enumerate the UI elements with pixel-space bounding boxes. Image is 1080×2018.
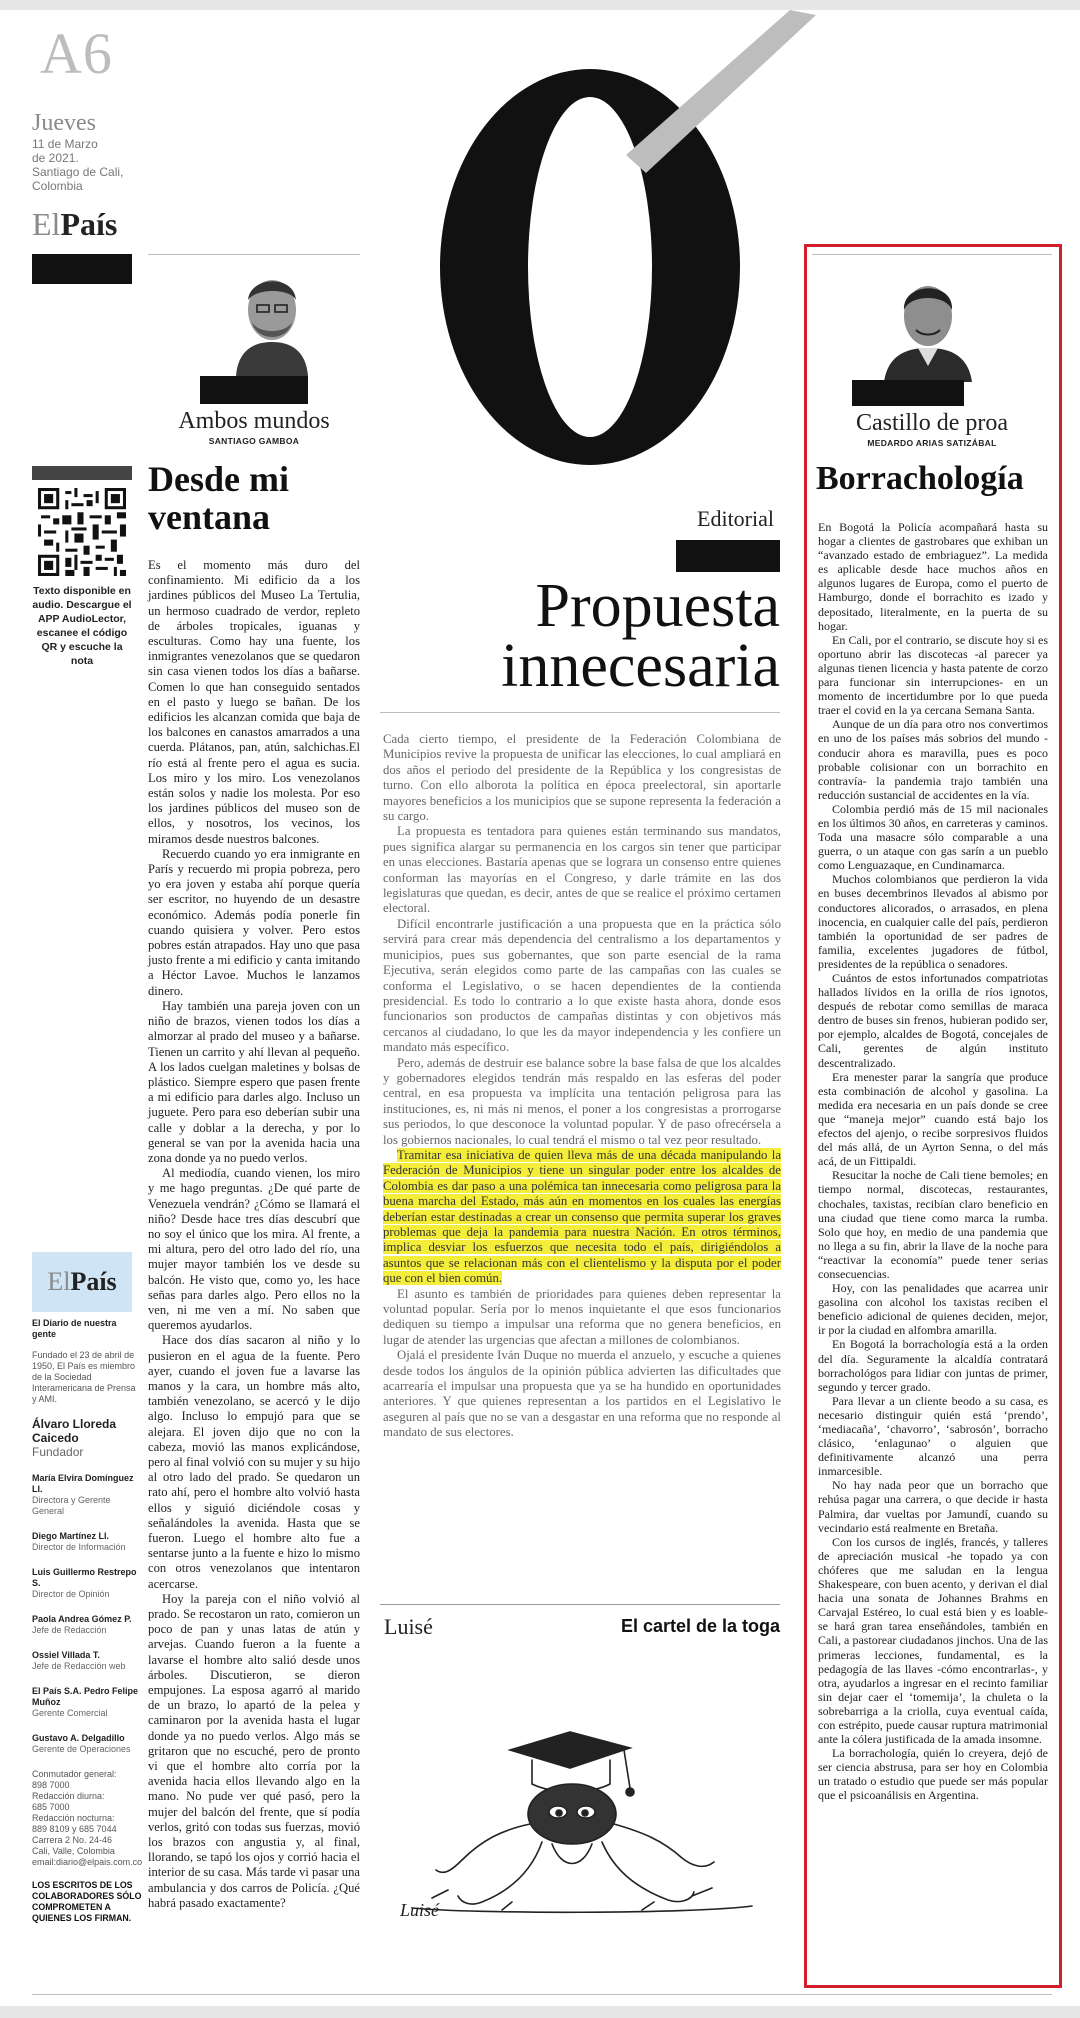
masthead-person: Luis Guillermo Restrepo S. Director de Opinión [32, 1567, 137, 1599]
column-name: Ambos mundos [178, 408, 330, 434]
masthead-person: María Elvira Domínguez Ll. Directora y Gerente General [32, 1473, 134, 1516]
masthead-tagline: El Diario de nuestra gente [32, 1318, 117, 1339]
masthead-disclaimer: LOS ESCRITOS DE LOS COLABORADORES SÓLO COMPROMETEN A QUIENES LOS FIRMAN. [32, 1880, 142, 1923]
qr-section-bar [32, 466, 132, 480]
qr-audio-note: Texto disponible en audio. Descargue el APP AudioLector, escanee el código QR y escuche la nota [32, 585, 132, 667]
right-column-name: Castillo de proa [856, 410, 1008, 436]
masthead-credits [32, 1318, 142, 1924]
el-pais-logo: ElPaís [32, 206, 118, 242]
cartoon-drawing [392, 1720, 770, 1920]
cartoonist-name: Luisé [384, 1614, 433, 1639]
masthead-founded: Fundado el 23 de abril de 1950, El País es miembro de la Sociedad Interamericana de Prensa y AMI. [32, 1350, 136, 1404]
right-column-author: MEDARDO ARIAS SATIZÁBAL [867, 438, 997, 448]
date-line: 11 de Marzo de 2021. Santiago de Cali, Colombia [32, 137, 124, 193]
bottom-bar [0, 2006, 1080, 2018]
editorial-black-bar [676, 540, 780, 572]
left-article-body: Es el momento más duro del confinamiento. Mi edificio da a los jardines públicos del Museo La Tertulia, un hermoso cuadrado de verdor, repleto de árboles tropicales, iguanas y esculturas. Como hay una fuente, los inmigrantes venezolanos que se quedaron sin casa vienen todos los días a bañarse. Comen lo que han conseguido sentados en el pasto y luego se bañan. De los edificios les alcanzan comida que baja de los balcones en canastos amarrados a una cuerda. Plátanos, pan, atún, salchichas.El río está al frente pero el agua es sucia. Los miro y los miro. Los venezolanos están solos y nadie los molesta. Por eso los jardines públicos del museo son de ellos, y nosotros, los vecinos, los miramos desde nuestros balcones. Recuerdo cuando yo era inmigrante en París y recuerdo mi propia pobreza, pero yo era joven y estaba ahí porque quería ser escritor, no huyendo de un desastre económico. Además podía ponerle fin cuando quisiera y volver. Pero estos pobres están atrapados. Hay uno que pasa justo frente a mi edificio y canta imitando a Héctor Lavoe. Muchos le lanzamos dinero. Hay también una pareja joven con un niño de brazos, vienen todos los días a almorzar al prado del museo y a bañarse. Tienen un carrito y ahí llevan al pequeño. A los lados cuelgan maletines y bolsas de plástico. Siempre espero que pasen frente a mi edificio para darles algo. Incluso un juguete. Pero para eso deberían subir una calle y doblar a la derecha, y por lo general se van por la avenida hacia una zona donde ya no puedo verlos. Al mediodía, cuando vienen, los miro y me hago preguntas. ¿De qué parte de Venezuela vendrán? ¿Cómo se llamará el niño? Desde hace tres días descubrí que no soy el único que los mira. Al frente, a mi altura, pero del otro lado del río, una mujer mayor también los ve desde su balcón. He visto que, como yo, les hace señas para darles algo. Pero ellos no la ven, ni me ven a mí. No saben que queremos ayudarlos. Hace dos días sacaron al niño y lo pusieron en el agua de la fuente. Pero ayer, cuando el joven fue a lavarse las manos y la cara, un hombre más alto, también venezolano, se acercó y le dijo algo. Incluso lo empujó para que se alejara. El joven dijo que no con la cabeza, movió las manos explicándose, pero al final volvió con su mujer y su hijo al otro lado del prado. Se quedaron un rato ahí, pero el hombre alto volvió hasta ellos y siguió diciéndole cosas y señalándoles la avenida. Hasta que se fueron. Luego el hombre alto fue a sentarse junto a la fuente e hizo lo mismo con otros venezolanos que intentaron acercarse. Hoy la pareja con el niño volvió al prado. Se recostaron un rato, comieron un poco de pan y unas latas de atún y arvejas. Cuando fueron a la fuente a lavarse el hombre alto salió desde unos árboles. Discutieron, se dieron empujones. La esposa agarró al marido de un brazo, lo apartó de la pelea y caminaron por la avenida hasta el lugar donde ya no puedo verlos. Algo más se gritaron que no escuché, pero de pronto vi que el hombre alto corría por la avenida hacia ellos llevando algo en la mano. No pude ver qué pasó, pero la mujer del balcón del frente, que sí podía verlos, gritó con todas sus fuerzas, movió los brazos con angustia y, al final, llorando, se tapó los ojos y corrió hacia el interior de su casa. Más tarde vi pasar una ambulancia y dos carros de Policía. ¿Qué habrá pasado exactamente? [148, 558, 360, 1910]
right-headline: Borrachología [816, 460, 1024, 497]
cartoon-title: El cartel de la toga [620, 1616, 780, 1636]
selected-article-outline [804, 244, 1062, 1988]
masthead-logo-box: El País [32, 1252, 132, 1312]
author-photo-gamboa [226, 258, 318, 376]
day-name: Jueves [32, 110, 96, 136]
masthead-person: El País S.A. Pedro Felipe Muñoz Gerente Comercial [32, 1686, 139, 1718]
editorial-rule [380, 712, 780, 713]
masthead-contact: Conmutador general: 898 7000 Redacción diurna: 685 7000 Redacción nocturna: 889 8109 y 685 7044 Carrera 2 No. 24-46 Cali, Valle, Colombia email:diario@elpais.com.co [32, 1769, 143, 1867]
masthead-person: Paola Andrea Gómez P. Jefe de Redacción [32, 1614, 132, 1635]
masthead-person: Álvaro Lloreda Caicedo Fundador [32, 1417, 117, 1459]
masthead-person: Diego Martínez Ll. Director de Información [32, 1531, 126, 1552]
editorial-headline: Propuesta innecesaria [501, 572, 780, 700]
column-rule [148, 254, 360, 255]
page-number: A6 [40, 21, 113, 86]
masthead-person: Ossiel Villada T. Jefe de Redacción web [32, 1650, 126, 1671]
opinion-big-o-graphic [400, 5, 820, 475]
highlighted-paragraph[interactable]: Tramitar esa iniciativa de quien lleva más de una década manipulando la Federación de Municipios y tiene un singular poder entre los alcaldes de Colombia es dar paso a una polémica tan innecesaria como peligrosa para la buena marcha del Estado, más aún en momentos en los cuales las energías deberían estar destinadas a crear un consenso que permita superar los graves problemas que deja la pandemia para nuestra Nación. En otros términos, implica desviar los esfuerzos que necesita todo el país, dirigiéndolos a asuntos que se relacionan más con el clientelismo y la disputa por el poder que con el bien común. [383, 1147, 781, 1286]
bottom-rule [32, 1994, 1052, 1995]
masthead-person: Gustavo A. Delgadillo Gerente de Operaciones [32, 1733, 131, 1754]
left-column-black-bar [200, 376, 308, 404]
qr-code-icon[interactable] [38, 488, 126, 576]
right-article-body: En Bogotá la Policía acompañará hasta su hogar a clientes de gastrobares que exhiban un “avanzado estado de embriaguez”. La medida es aplicable desde hace muchos años en algunos lugares de Europa, como el puerto de Hamburgo, donde el borrachito es izado y depositado, literalmente, en la puerta de su hogar. En Cali, por el contrario, se discute hoy si es oportuno abrir las discotecas -al parecer ya algunas tienen licencia y hasta patente de corzo para funcionar sin interrupciones- en un momento de incertidumbre por lo que pueda traer el covid en la ya cercana Semana Santa. Aunque de un día para otro nos convertimos en uno de los países más sobrios del mundo -conducir ahora es maravilla, pues es poco probable colisionar con un borrachito en contravía- la pandemia trajo también una reducción sustancial de accidentes en la vía. Colombia perdió más de 15 mil nacionales en los últimos 30 años, en carreteras y caminos. Toda una masacre sólo comparable a una guerra, o un ataque con gas sarín a un pueblo como Lenguazaque, en Cundinamarca. Muchos colombianos que perdieron la vida en buses decembrinos llevados al abismo por conductores alicorados, o arrasados, en plena inocencia, en cualquier calle del país, perdieron también la oportunidad de ser padres de familia, excelentes jugadores de fútbol, presidentes de la república o senadores. Cuántos de estos infortunados compatriotas hallados lívidos en la orilla de ríos ignotos, después de rebotar como semillas de maraca dentro de buses sin frenos, hubieran podido ser, por ejemplo, alcaldes de Bogotá, concejales de Cali, gerentes de algún instituto descentralizado. Era menester parar la sangría que produce esta combinación de alcohol y gasolina. La medida era necesaria en un país donde se cree que “maneja mejor” cuando está bajo los efectos del ajenjo, o recibe sorpresivos fluidos del más allá, de un Ayrton Senna, o del más acá, de un Fittipaldi. Resucitar la noche de Cali tiene bemoles; en tiempo normal, discotecas, restaurantes, chochales, taxistas, recibían claro beneficio en una ciudad que tiene como marca la rumba. Solo que hoy, en medio de una pandemia que no llega a su fin, abrir la llave de la noche para “reactivar la economía” puede tener serias consecuencias. Hoy, con las penalidades que acarrea unir gasolina con alcohol los taxistas reciben el beneficio adicional de quienes deciden, mejor, ir por la ciudad en alfombra amarilla. En Bogotá la borrachología está a la orden del día. Seguramente la alcaldía contratará borrachológos para lidiar con juntas de primer, segundo y tercer grado. Para llevar a un cliente beodo a su casa, es necesario distinguir quién está ‘prendo’, ‘mediacaña’, ‘chavorro’, ‘sabrosón’, borracho clásico, ‘enlagunao’ o alguien que definitivamente alcanzó una perra inmarcesible. No hay nada peor que un borracho que rehúsa pagar una carrera, o que decide ir hasta Palmira, dar vueltas por Jamundí, cuando su vecindario está realmente en Bretaña. Con los cursos de inglés, francés, y talleres de apreciación musical -he topado ya con chóferes que me saludan en la lengua Shakespeare, con buen acento, y derivan el dial hacia una sonata de Johannes Brahms en Carvajal Estéreo, lo cual está bien y es loable- se hará gran tarea enseñándoles, también en Cali, a pastorear ciudadanos jinchos. Una de las primeras lecciones, fundamental, es la pedagogía de las llaves -cómo encontrarlas-, y otra, ayudarlos a ingresar en el recinto familiar sin dejar caer el ‘tomemija’, la chuleta o la sobrebarriga a la criolla, cuya eventual caída, con estrépito, puede causar ruptura matrimonial ante la cólera justificada de la amada insomne. La borrachología, quién lo creyera, dejó de ser ciencia abstrusa, para ser hoy en Colombia un tratado o estudio que puede ser más popular que el psicoanálisis en Argentina. [818, 520, 1048, 1803]
cartoon-rule [380, 1604, 780, 1605]
left-black-bar [32, 254, 132, 284]
editorial-section-label: Editorial [697, 506, 774, 531]
cartoon-signature: Luisé [400, 1900, 440, 1920]
column-author: SANTIAGO GAMBOA [208, 436, 300, 446]
left-headline: Desde mi ventana [148, 459, 289, 537]
editorial-body: Cada cierto tiempo, el presidente de la Federación Colombiana de Municipios revive la propuesta de unificar las elecciones, lo cual ampliará en dos años el periodo del presidente de la República y los congresistas de turno. Con ello alborota la política en época preelectoral, sin aportarle mayores beneficios a los municipios que se supone representa la federación a su cargo. La propuesta es tentadora para quienes están terminando sus mandatos, pues significa alargar su permanencia en los cargos sin tener que participar en unas elecciones. Bastaría apenas que se lograra un consenso entre quienes conforman las mayorías en el Congreso, y darle trámite en las dos legislaturas que quedan, es decir, antes de que se realice el próximo certamen electoral. Difícil encontrarle justificación a una propuesta que en la práctica sólo servirá para crear más dependencia del centralismo a los departamentos y municipios, pues sus gobernantes, que son parte esencial de la rama Ejecutiva, serán elegidos como parte de las campañas con las cuales se conforma el Legislativo, o se hacen dependientes de la contienda presidencial. Es todo lo contrario a lo que existe hasta ahora, donde esos funcionarios son productos de campañas distintas y con objetivos más cercanos al ciudadano, lo que les da mayor independencia y les confiere un mandato más específico. Pero, además de destruir ese balance sobre la base falsa de que los alcaldes y gobernadores elegidos tendrán más respaldo en las esferas del poder central, en esa propuesta va implícita una tentación peligrosa para las instituciones, es, ni más ni menos, el poner a los congresistas a prorrogarse sus periodos, lo que desconoce la voluntad popular. Y de paso ofrecérsela a los gobiernos nacionales, lo cual tendrá el mismo o tal vez peor resultado. Tramitar esa iniciativa de quien lleva más de una década manipulando la Federación de Municipios y tiene un singular poder entre los alcaldes de Colombia es dar paso a una polémica tan innecesaria como peligrosa para la buena marcha del Estado, más aún en momentos en los cuales las energías deberían estar destinadas a crear un consenso que permita superar los graves problemas que deja la pandemia para nuestra Nación. En otros términos, implica desviar los esfuerzos que necesita todo el país, dirigiéndolos a asuntos que se relacionan más con el clientelismo y la disputa por el poder que con el bien común. El asunto es también de prioridades para quienes deben representar la voluntad popular. Sería por lo menos inquietante el que esos funcionarios dediquen su tiempo a impulsar una reforma que no genera beneficios, en lugar de atender las urgencias que afectan a millones de colombianos. Ojalá el presidente Iván Duque no muerda el anzuelo, y escuche a quienes desde todos los ángulos de la opinión pública advierten las dificultades que acarrearía el impulsar una propuesta que ya se ha hundido en oportunidades anteriores. Y que quienes representan a los partidos en el Legislativo le aseguren al país que no se van a desgastar en una reforma que no responde al mandato de sus electores. [383, 732, 781, 1440]
